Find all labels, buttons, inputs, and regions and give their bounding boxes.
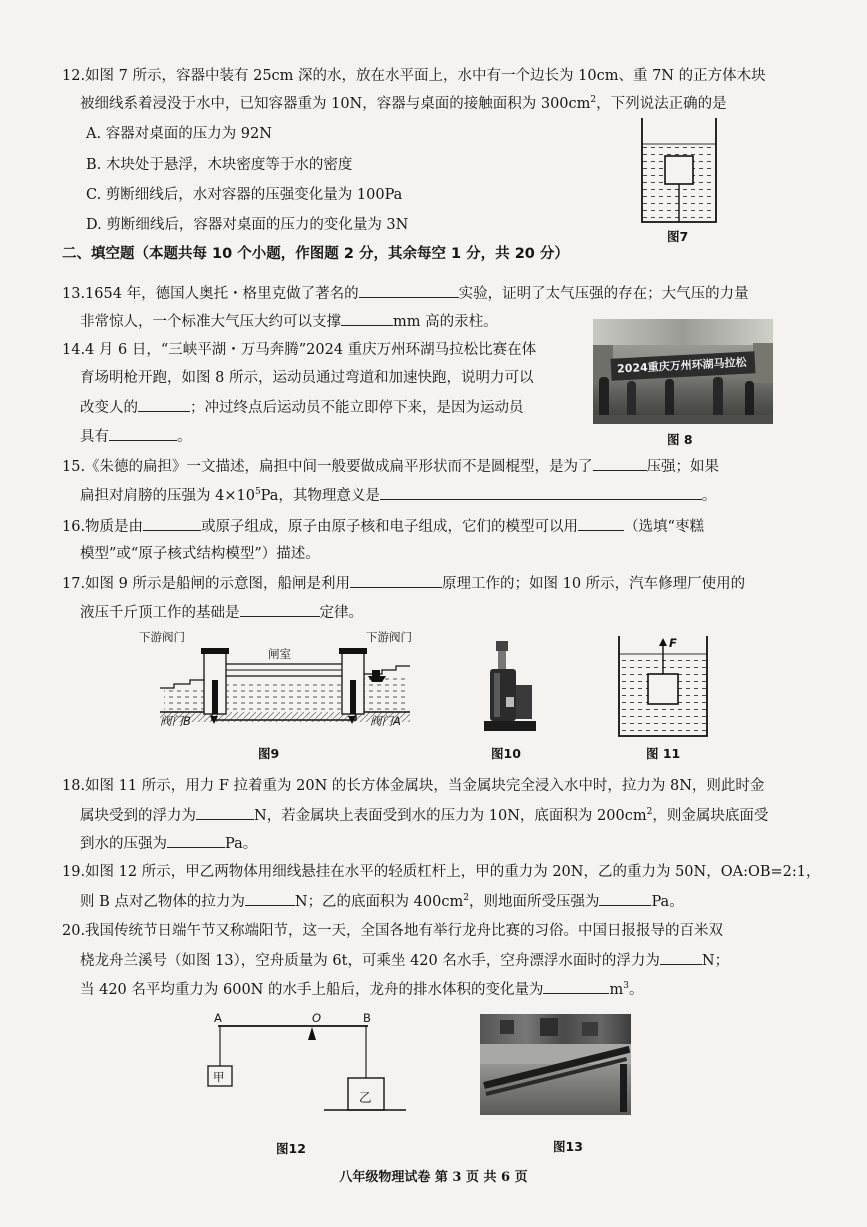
q16-line1: 16.物质是由 或原子组成，原子由原子核和电子组成，它们的模型可以用 （选填“枣糕: [62, 516, 704, 537]
figure-8-banner-text: 2024重庆万州环湖马拉松: [616, 355, 747, 376]
q14-line1: 14.4 月 6 日，“三峡平湖・万马奔腾”2024 重庆万州环湖马拉松比赛在体: [62, 342, 537, 358]
q14-blank-1[interactable]: [138, 397, 190, 412]
q18-line3: 到水的压强为 Pa。: [80, 833, 257, 854]
figure-12-lever-diagram: [200, 1020, 410, 1120]
figure-9-right-gate-label: 下游阀门: [366, 630, 412, 644]
figure-13-caption: 图13: [553, 1139, 583, 1154]
q15-blank-2[interactable]: [380, 485, 702, 500]
q18-line1: 18.如图 11 所示，用力 F 拉着重为 20N 的长方体金属块，当金属块完全浸入水中时，拉力为 8N，则此时金: [62, 778, 765, 794]
q17-blank-1[interactable]: [350, 573, 442, 588]
q20-blank-2[interactable]: [543, 979, 609, 994]
figure-12-object-jia: 甲: [213, 1070, 225, 1084]
q12-line1: 12.如图 7 所示，容器中装有 25cm 深的水，放在水平面上，水中有一个边长为 10cm、重 7N 的正方体木块: [62, 68, 766, 84]
q16-blank-2[interactable]: [578, 516, 624, 531]
figure-11-force-label: F: [669, 636, 677, 650]
page-footer: 八年级物理试卷 第 3 页 共 6 页: [339, 1170, 528, 1185]
q16-line2: 模型”或“原子核式结构模型”）描述。: [80, 546, 320, 562]
q14-line3: 改变人的 ；冲过终点后运动员不能立即停下来，是因为运动员: [80, 397, 524, 418]
q14-line2: 育场明枪开跑，如图 8 所示，运动员通过弯道和加速快跑，说明力可以: [80, 370, 534, 386]
q20-line1: 20.我国传统节日端午节又称端阳节，这一天，全国各地有举行龙舟比赛的习俗。中国日报报导的百米双: [62, 923, 724, 939]
figure-12-point-b: B: [363, 1011, 371, 1025]
q18-line2: 属块受到的浮力为 N，若金属块上表面受到水的压力为 10N，底面积为 $200cm^2$，则金属块底面受: [80, 805, 768, 826]
section-2-heading: 二、填空题（本题共每 10 个小题，作图题 2 分，其余每空 1 分，共 20 分）: [62, 246, 569, 262]
q13-blank-2[interactable]: [341, 311, 393, 326]
q19-line2: 则 B 点对乙物体的拉力为 N；乙的底面积为 $400cm^2$，则地面所受压强为 Pa。: [80, 891, 684, 912]
q13-line1: 13.1654 年，德国人奥托・格里克做了著名的 实验，证明了太气压强的存在；大气压的力量: [62, 283, 749, 304]
q12-option-b: B. 木块处于悬浮，木块密度等于水的密度: [86, 157, 353, 173]
q12-option-d: D. 剪断细线后，容器对桌面的压力的变化量为 3N: [86, 217, 409, 233]
q19-line1: 19.如图 12 所示，甲乙两物体用细线悬挂在水平的轻质杠杆上，甲的重力为 20N，乙的重力为 50N，OA:OB=2:1，: [62, 864, 821, 880]
q14-line4: 具有 。: [80, 426, 192, 447]
q19-blank-2[interactable]: [599, 891, 651, 906]
q17-line1: 17.如图 9 所示是船闸的示意图，船闸是利用 原理工作的；如图 10 所示，汽车修理厂使用的: [62, 573, 745, 594]
q19-blank-1[interactable]: [245, 891, 295, 906]
figure-12-pivot-o: O: [312, 1011, 322, 1025]
figure-8-marathon-photo: [593, 319, 773, 424]
q17-line2: 液压千斤顶工作的基础是 定律。: [80, 602, 363, 623]
figure-11-caption: 图 11: [646, 746, 681, 761]
figure-12-caption: 图12: [276, 1141, 306, 1156]
figure-9-valve-a-label: 阀门A: [370, 714, 401, 728]
q15-line1: 15.《朱德的扁担》一文描述，扁担中间一般要做成扁平形状而不是圆棍型，是为了 压强；如果: [62, 456, 719, 477]
figure-8-caption: 图 8: [667, 432, 693, 447]
figure-9-left-gate-label: 下游阀门: [139, 630, 185, 644]
figure-9-valve-b-label: 阀门B: [160, 714, 191, 728]
q14-blank-2[interactable]: [109, 426, 177, 441]
q20-line3: 当 420 名平均重力为 600N 的水手上船后，龙舟的排水体积的变化量为 $m^3$。: [80, 979, 643, 1000]
figure-7-container-diagram: [634, 116, 724, 226]
figure-11-container-diagram: [613, 636, 713, 740]
q12-option-c: C. 剪断细线后，水对容器的压强变化量为 100Pa: [86, 187, 403, 203]
q13-blank-1[interactable]: [359, 283, 459, 298]
figure-9-caption: 图9: [258, 746, 280, 761]
q17-blank-2[interactable]: [240, 602, 320, 617]
q12-option-a: A. 容器对桌面的压力为 92N: [86, 126, 272, 142]
figure-12-point-a: A: [214, 1011, 222, 1025]
q13-line2: 非常惊人，一个标准大气压大约可以支撑 mm 高的汞柱。: [80, 311, 498, 332]
figure-10-caption: 图10: [491, 746, 521, 761]
q16-blank-1[interactable]: [143, 516, 201, 531]
q20-line2: 桡龙舟兰溪号（如图 13），空舟质量为 6t，可乘坐 420 名水手，空舟漂浮水面时的浮力为 N；: [80, 950, 729, 971]
q20-blank-1[interactable]: [660, 950, 702, 965]
q12-line2: 被细线系着浸没于水中，已知容器重为 10N，容器与桌面的接触面积为 $300cm^2$，下列说法正确的是: [80, 95, 727, 112]
figure-13-dragon-boat-photo: [480, 1014, 631, 1115]
q15-blank-1[interactable]: [593, 456, 647, 471]
figure-10-hydraulic-jack: [480, 641, 540, 736]
q18-blank-1[interactable]: [196, 805, 254, 820]
figure-7-caption: 图7: [667, 229, 689, 244]
figure-12-object-yi: 乙: [359, 1090, 372, 1105]
q18-blank-2[interactable]: [167, 833, 225, 848]
figure-9-chamber-label: 闸室: [268, 647, 291, 661]
q15-line2: 扁担对肩膀的压强为 $4\times 10^5Pa$，其物理意义是 。: [80, 485, 716, 506]
